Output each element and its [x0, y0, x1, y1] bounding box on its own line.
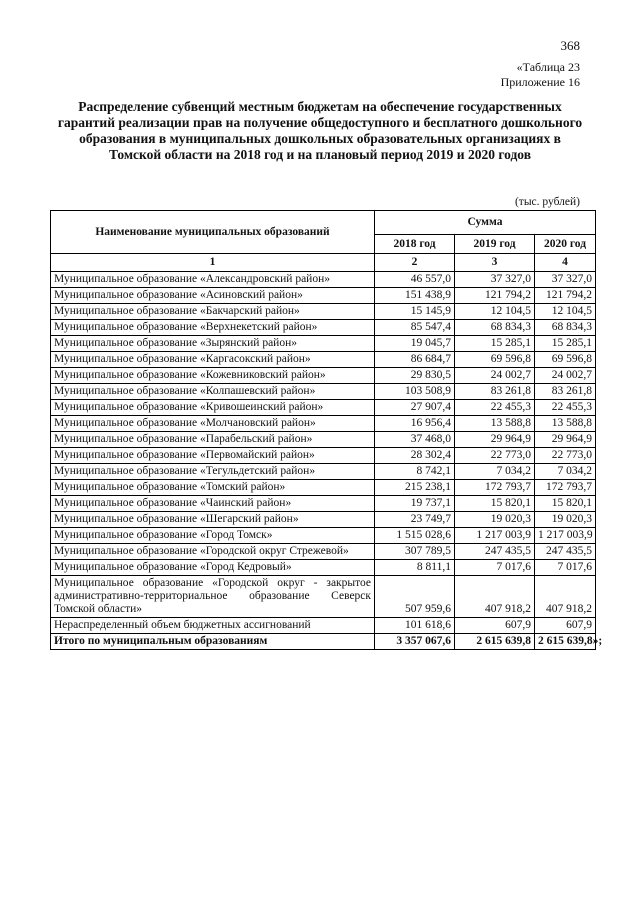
- value-2020: 7 017,6: [535, 560, 596, 576]
- total-2020: [535, 634, 603, 650]
- municipality-name: Муниципальное образование «Город Томск»: [51, 528, 375, 544]
- value-2020: 69 596,8: [535, 352, 596, 368]
- table-row: [51, 336, 596, 352]
- value-2018: 16 956,4: [375, 416, 455, 432]
- value-2020: 13 588,8: [535, 416, 596, 432]
- value-2018: 151 438,9: [375, 288, 455, 304]
- value-2018: 19 045,7: [375, 336, 455, 352]
- value-2020: 29 964,9: [535, 432, 596, 448]
- value-2019: 68 834,3: [455, 320, 535, 336]
- value-2018: 28 302,4: [375, 448, 455, 464]
- municipality-name: Муниципальное образование «Парабельский район»: [51, 432, 375, 448]
- value-2018: 101 618,6: [375, 618, 455, 634]
- value-2018: 19 737,1: [375, 496, 455, 512]
- value-2020: 22 773,0: [535, 448, 596, 464]
- column-number: 2: [375, 254, 455, 272]
- total-2019: 2 615 639,8: [455, 634, 535, 650]
- table-row: [51, 416, 596, 432]
- value-2019: 22 455,3: [455, 400, 535, 416]
- municipality-name: Муниципальное образование «Молчановский район»: [51, 416, 375, 432]
- municipality-name: Муниципальное образование «Первомайский район»: [51, 448, 375, 464]
- value-2018: 37 468,0: [375, 432, 455, 448]
- table-row: [51, 304, 596, 320]
- value-2019: 12 104,5: [455, 304, 535, 320]
- table-row: [51, 448, 596, 464]
- header-year-2018: 2018 год: [375, 235, 455, 254]
- municipality-name: Муниципальное образование «Кривошеинский район»: [51, 400, 375, 416]
- table-row: [51, 576, 596, 618]
- value-2018: 215 238,1: [375, 480, 455, 496]
- municipality-name: Муниципальное образование «Бакчарский район»: [51, 304, 375, 320]
- header-year-2019: 2019 год: [455, 235, 535, 254]
- municipality-name: Муниципальное образование «Колпашевский район»: [51, 384, 375, 400]
- value-2020: 68 834,3: [535, 320, 596, 336]
- table-row: [51, 320, 596, 336]
- units-label: (тыс. рублей): [514, 196, 580, 208]
- table-row: [51, 272, 596, 288]
- value-2019: 13 588,8: [455, 416, 535, 432]
- value-2019: 172 793,7: [455, 480, 535, 496]
- value-2018: 507 959,6: [375, 576, 455, 618]
- value-2020: 607,9: [535, 618, 596, 634]
- value-2019: 19 020,3: [455, 512, 535, 528]
- municipality-name: Муниципальное образование «Томский район»: [51, 480, 375, 496]
- table-label: «Таблица 23: [516, 60, 580, 74]
- value-2020: 247 435,5: [535, 544, 596, 560]
- table-row: [51, 368, 596, 384]
- municipality-name: Муниципальное образование «Каргасокский район»: [51, 352, 375, 368]
- table-row: [51, 464, 596, 480]
- column-number: 4: [535, 254, 596, 272]
- value-2020: 12 104,5: [535, 304, 596, 320]
- value-2020: 407 918,2: [535, 576, 596, 618]
- table-row: [51, 384, 596, 400]
- value-2019: 29 964,9: [455, 432, 535, 448]
- total-row: [51, 634, 596, 650]
- municipality-name: Муниципальное образование «Асиновский район»: [51, 288, 375, 304]
- value-2018: 1 515 028,6: [375, 528, 455, 544]
- table-row: [51, 544, 596, 560]
- value-2020: 1 217 003,9: [535, 528, 596, 544]
- total-2020-value: 2 615 639,8: [538, 635, 593, 647]
- column-number: 1: [51, 254, 375, 272]
- table-row: [51, 512, 596, 528]
- value-2019: 24 002,7: [455, 368, 535, 384]
- municipality-name: Муниципальное образование «Верхнекетский район»: [51, 320, 375, 336]
- table-body: [51, 272, 596, 634]
- table-row: [51, 432, 596, 448]
- municipality-name: Муниципальное образование «Зырянский район»: [51, 336, 375, 352]
- value-2018: 8 811,1: [375, 560, 455, 576]
- value-2018: 85 547,4: [375, 320, 455, 336]
- municipality-name: Муниципальное образование «Кожевниковский район»: [51, 368, 375, 384]
- value-2018: 46 557,0: [375, 272, 455, 288]
- value-2020: 7 034,2: [535, 464, 596, 480]
- header-sum: Сумма: [375, 211, 596, 235]
- value-2019: 121 794,2: [455, 288, 535, 304]
- document-title: Распределение субвенций местным бюджетам на обеспечение государственных гарантий реализации прав на получение общедоступного и бесплатного дошкольного образования в муниципальных дошкольных образовательных организациях в Томской области на 2018 год и на плановый период 2019 и 2020 годов: [57, 99, 583, 162]
- table-row: [51, 288, 596, 304]
- value-2019: 607,9: [455, 618, 535, 634]
- total-2018: 3 357 067,6: [375, 634, 455, 650]
- value-2018: 86 684,7: [375, 352, 455, 368]
- municipality-name: Муниципальное образование «Чаинский район»: [51, 496, 375, 512]
- header-name: Наименование муниципальных образований: [51, 211, 375, 254]
- column-number: 3: [455, 254, 535, 272]
- value-2020: 83 261,8: [535, 384, 596, 400]
- municipality-name: Муниципальное образование «Тегульдетский район»: [51, 464, 375, 480]
- municipality-name: Муниципальное образование «Шегарский район»: [51, 512, 375, 528]
- table-reference: [501, 60, 580, 90]
- value-2019: 22 773,0: [455, 448, 535, 464]
- value-2019: 7 034,2: [455, 464, 535, 480]
- table-row: [51, 400, 596, 416]
- value-2020: 22 455,3: [535, 400, 596, 416]
- header-year-2020: 2020 год: [535, 235, 596, 254]
- subvention-table: [50, 210, 603, 650]
- municipality-name: Муниципальное образование «Городской округ Стрежевой»: [51, 544, 375, 560]
- value-2020: 15 820,1: [535, 496, 596, 512]
- value-2020: 15 285,1: [535, 336, 596, 352]
- value-2019: 15 820,1: [455, 496, 535, 512]
- table-row: [51, 560, 596, 576]
- value-2018: 307 789,5: [375, 544, 455, 560]
- table-row: [51, 480, 596, 496]
- table-row: [51, 496, 596, 512]
- municipality-name: Муниципальное образование «Александровский район»: [51, 272, 375, 288]
- value-2018: 27 907,4: [375, 400, 455, 416]
- value-2020: 19 020,3: [535, 512, 596, 528]
- value-2018: 8 742,1: [375, 464, 455, 480]
- closing-quote: »;: [592, 635, 603, 647]
- value-2019: 1 217 003,9: [455, 528, 535, 544]
- value-2019: 247 435,5: [455, 544, 535, 560]
- value-2020: 37 327,0: [535, 272, 596, 288]
- municipality-name: Муниципальное образование «Городской округ - закрытое административно-территориальное образование Северск Томской области»: [51, 576, 375, 618]
- municipality-name: Муниципальное образование «Город Кедровый»: [51, 560, 375, 576]
- value-2018: 103 508,9: [375, 384, 455, 400]
- value-2019: 407 918,2: [455, 576, 535, 618]
- municipality-name: Нераспределенный объем бюджетных ассигнований: [51, 618, 375, 634]
- table-row: [51, 528, 596, 544]
- table-row: [51, 352, 596, 368]
- value-2020: 24 002,7: [535, 368, 596, 384]
- value-2018: 23 749,7: [375, 512, 455, 528]
- page-number: 368: [560, 38, 580, 53]
- value-2020: 121 794,2: [535, 288, 596, 304]
- value-2019: 7 017,6: [455, 560, 535, 576]
- value-2019: 69 596,8: [455, 352, 535, 368]
- value-2018: 29 830,5: [375, 368, 455, 384]
- value-2019: 37 327,0: [455, 272, 535, 288]
- table-row: [51, 618, 596, 634]
- total-label: Итого по муниципальным образованиям: [51, 634, 375, 650]
- appendix-label: Приложение 16: [500, 75, 580, 89]
- value-2018: 15 145,9: [375, 304, 455, 320]
- value-2020: 172 793,7: [535, 480, 596, 496]
- value-2019: 83 261,8: [455, 384, 535, 400]
- value-2019: 15 285,1: [455, 336, 535, 352]
